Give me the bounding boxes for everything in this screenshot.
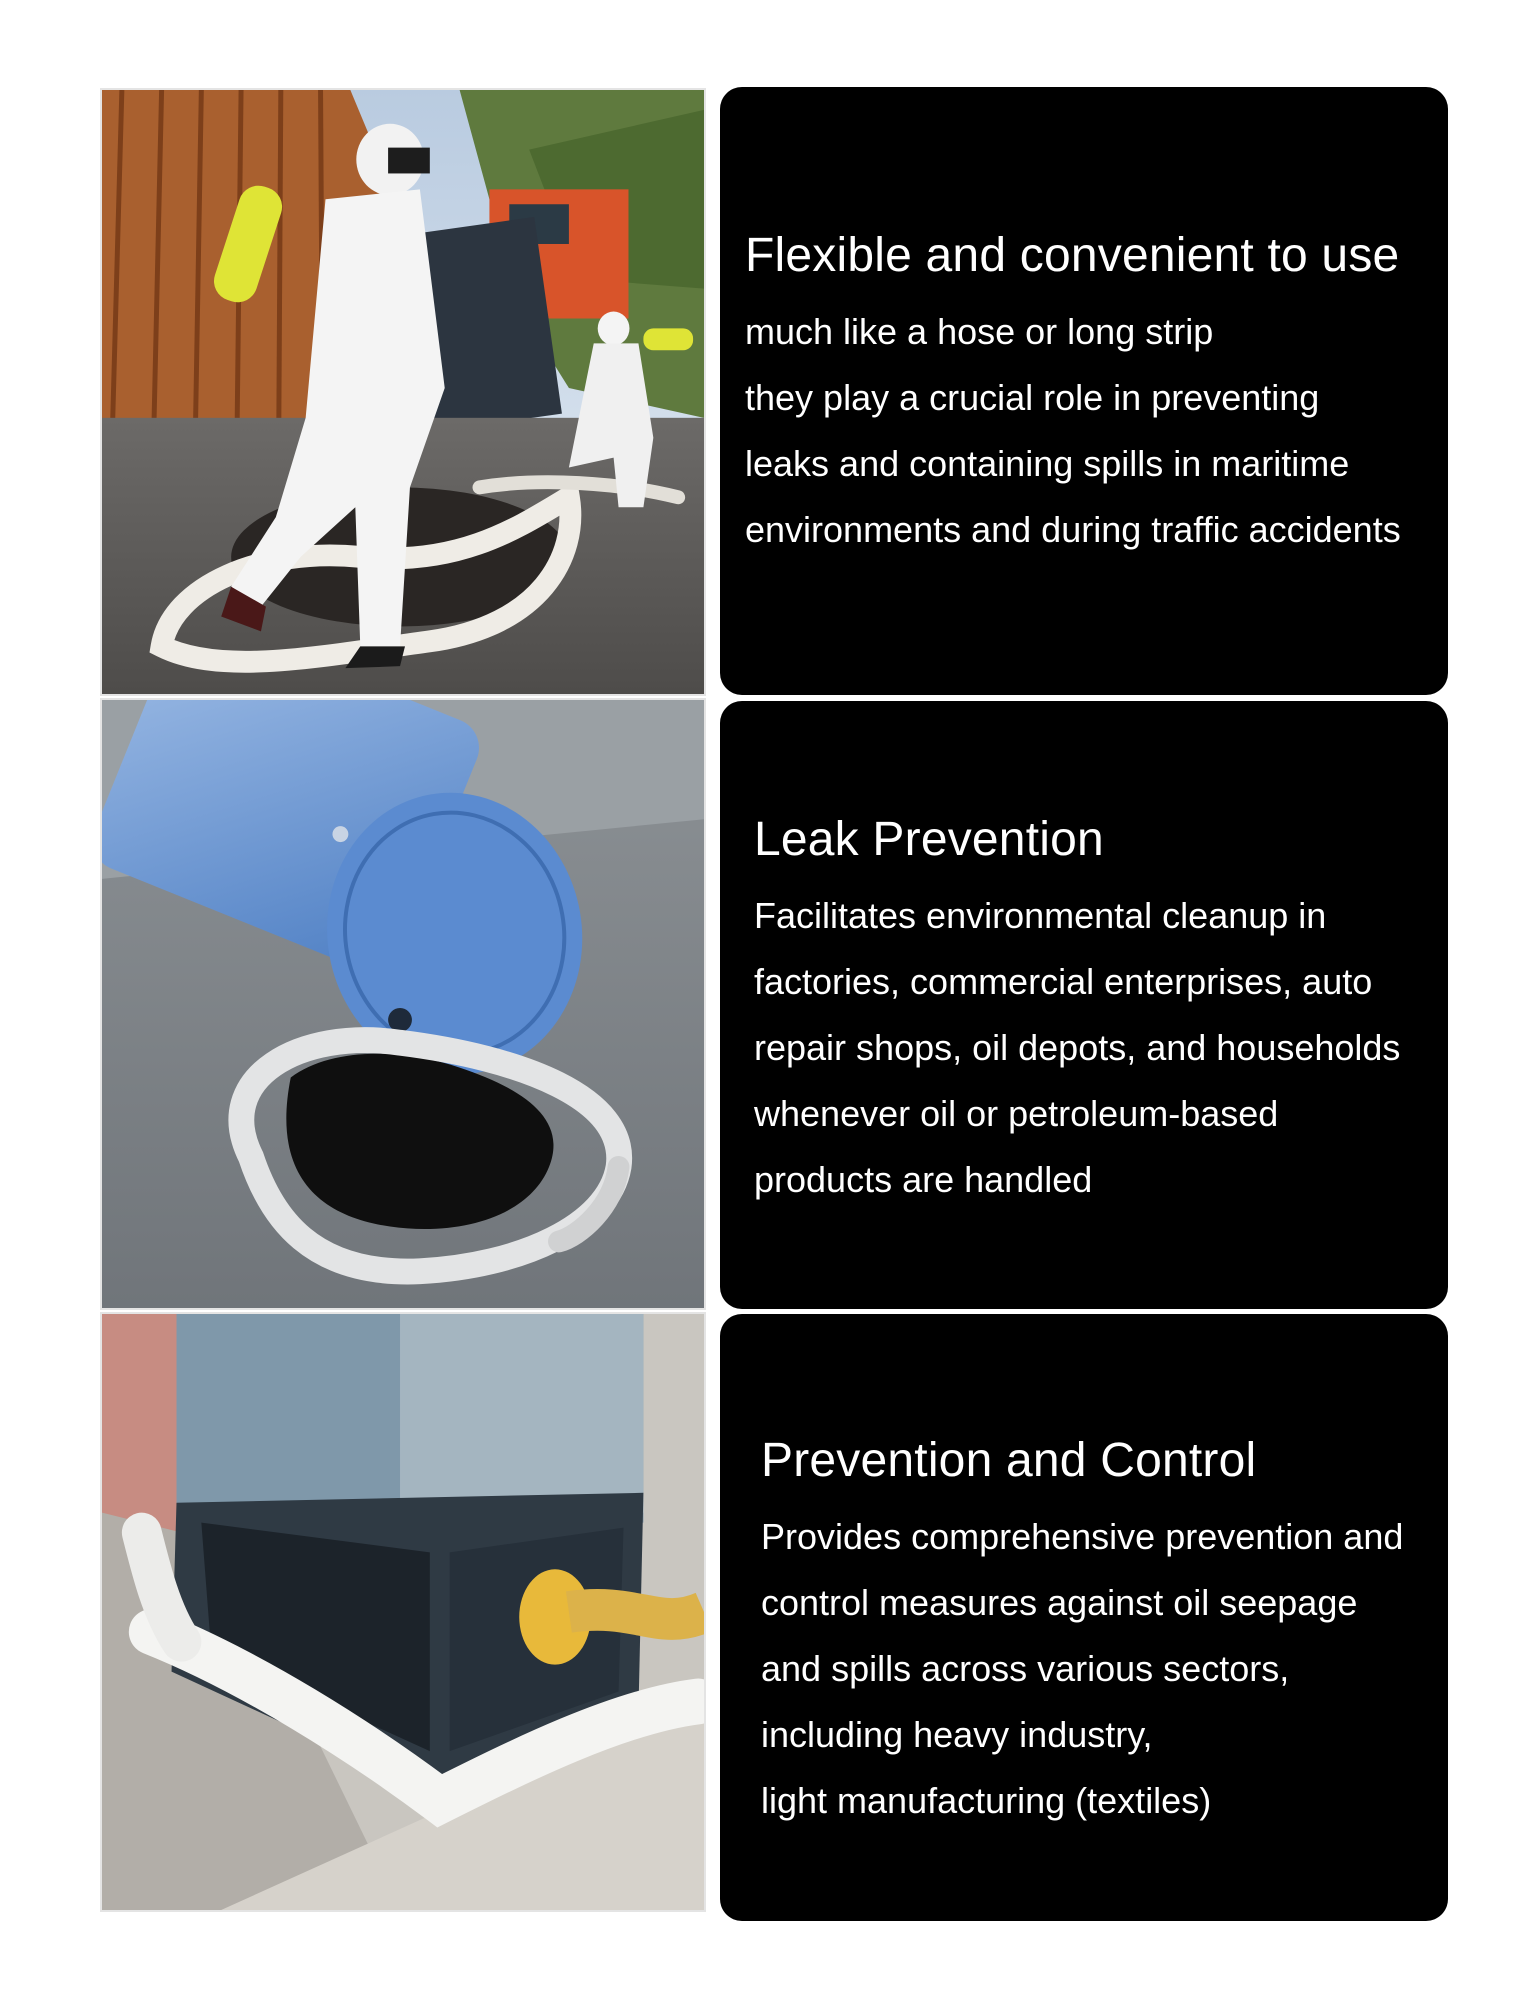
feature-text-line: environments and during traffic accidents	[745, 508, 1401, 550]
feature-panel-prevention-control	[720, 1314, 1448, 1921]
feature-text-line: control measures against oil seepage	[761, 1581, 1358, 1623]
feature-text-line: much like a hose or long strip	[745, 310, 1214, 352]
feature-title: Flexible and convenient to use	[745, 229, 1400, 282]
feature-text-line: leaks and containing spills in maritime	[745, 442, 1350, 484]
feature-text-line: they play a crucial role in preventing	[745, 376, 1320, 418]
feature-text-line: repair shops, oil depots, and households	[754, 1026, 1401, 1068]
feature-text-line: Provides comprehensive prevention and	[761, 1515, 1404, 1557]
photo-machinery-sock-barrier	[100, 1312, 706, 1912]
feature-panel-leak-prevention	[720, 701, 1448, 1309]
feature-text-line: factories, commercial enterprises, auto	[754, 960, 1373, 1002]
photo-hazmat-spill-response	[100, 88, 706, 696]
feature-text-line: and spills across various sectors,	[761, 1647, 1290, 1689]
feature-text-line: light manufacturing (textiles)	[761, 1779, 1212, 1821]
feature-title: Leak Prevention	[754, 813, 1104, 866]
feature-text-line: products are handled	[754, 1158, 1093, 1200]
feature-title: Prevention and Control	[761, 1434, 1257, 1487]
feature-text-line: Facilitates environmental cleanup in	[754, 894, 1327, 936]
photo-drum-leak-containment	[100, 698, 706, 1310]
feature-text-line: including heavy industry,	[761, 1713, 1153, 1755]
feature-panel-flexible	[720, 87, 1448, 695]
feature-text-line: whenever oil or petroleum-based	[754, 1092, 1279, 1134]
